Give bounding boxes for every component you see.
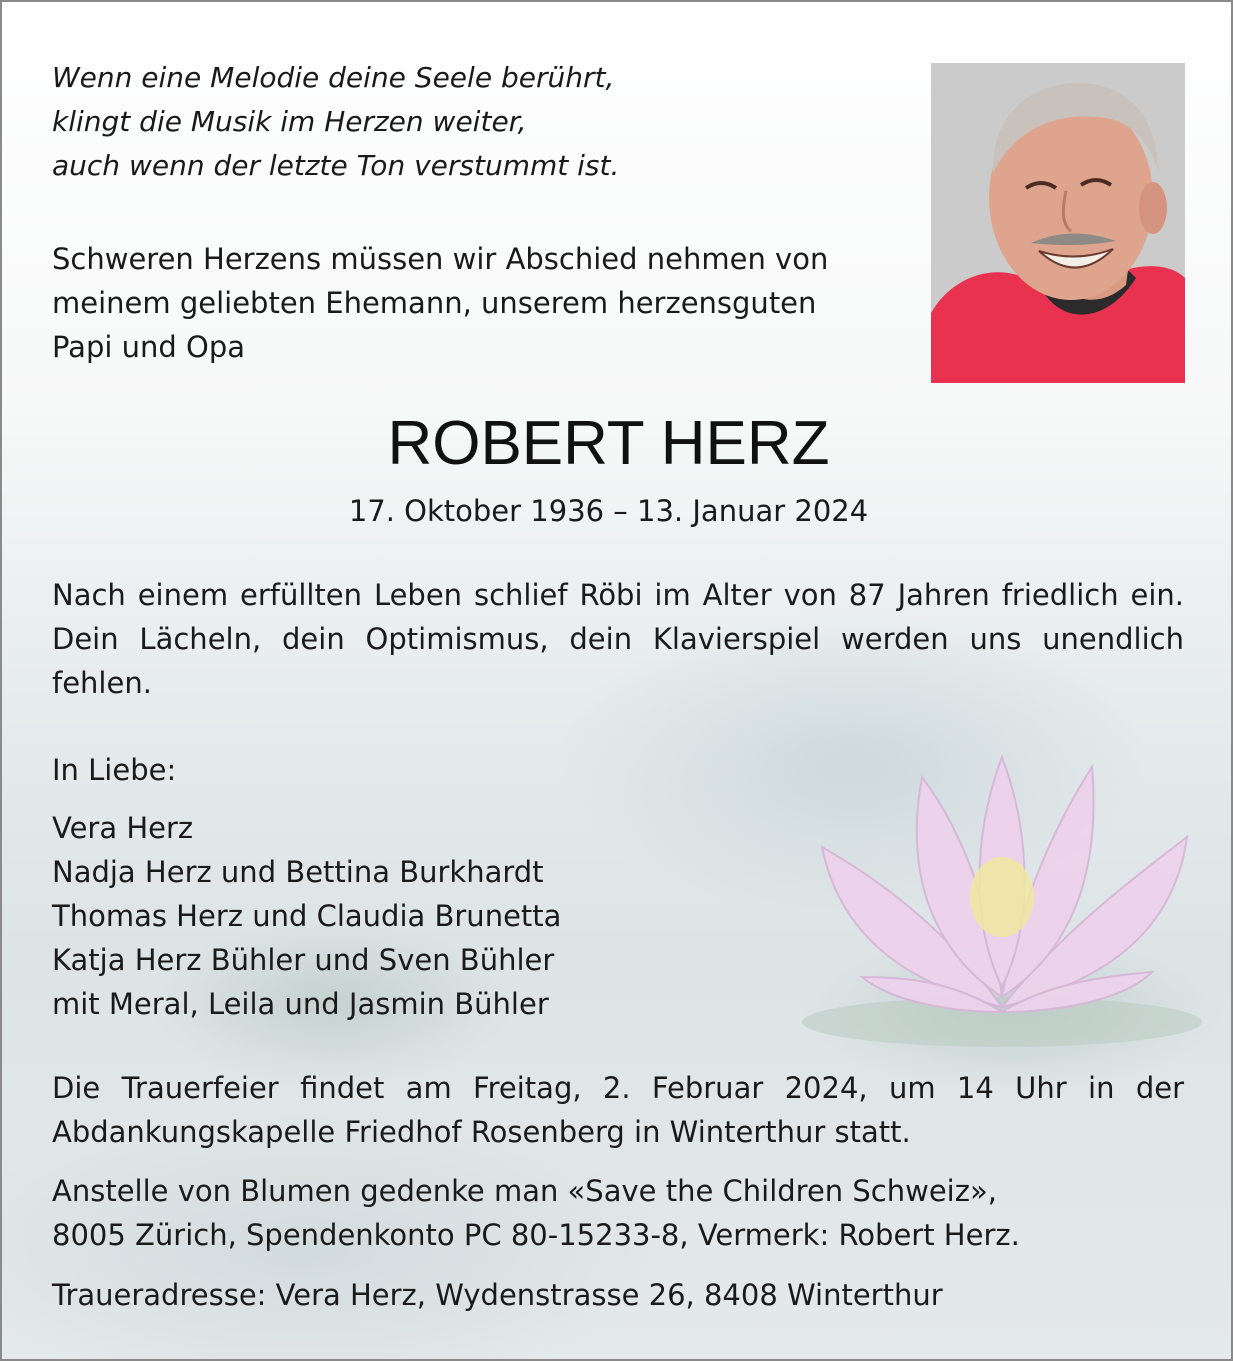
- donation-line: 8005 Zürich, Spendenkonto PC 80-15233-8, Vermerk: Robert Herz.: [52, 1218, 1020, 1252]
- in-love-label: In Liebe:: [52, 753, 177, 787]
- family-member: Katja Herz Bühler und Sven Bühler: [52, 943, 555, 977]
- family-member: Nadja Herz und Bettina Burkhardt: [52, 855, 544, 889]
- poem: [52, 56, 619, 188]
- mourning-address: [52, 1273, 943, 1317]
- deceased-name: ROBERT HERZ: [387, 409, 830, 478]
- intro-text: [52, 237, 828, 369]
- portrait-photo: [931, 63, 1185, 383]
- family-member: mit Meral, Leila und Jasmin Bühler: [52, 987, 549, 1021]
- intro-line: Papi und Opa: [52, 330, 246, 364]
- obituary-text: Nach einem erfüllten Leben schlief Röbi im Alter von 87 Jahren friedlich ein. Dein Lächeln, dein Optimismus, dein Klavierspiel werden uns unendlich fehlen.: [52, 578, 1184, 700]
- in-love-heading: [52, 748, 176, 792]
- donation-line: Anstelle von Blumen gedenke man «Save the Children Schweiz»,: [52, 1174, 997, 1208]
- life-dates: 17. Oktober 1936 – 13. Januar 2024: [348, 494, 869, 528]
- poem-line: klingt die Musik im Herzen weiter,: [52, 105, 527, 138]
- address-line: Traueradresse: Vera Herz, Wydenstrasse 26, 8408 Winterthur: [52, 1278, 943, 1312]
- water-lily-image: [802, 737, 1212, 1047]
- poem-line: auch wenn der letzte Ton verstummt ist.: [52, 149, 620, 182]
- donation-info: [52, 1169, 1020, 1257]
- portrait-illustration: [931, 63, 1185, 383]
- family-list: [52, 806, 561, 1026]
- poem-line: Wenn eine Melodie deine Seele berührt,: [52, 61, 615, 94]
- family-member: Vera Herz: [52, 811, 194, 845]
- intro-line: Schweren Herzens müssen wir Abschied nehmen von: [52, 242, 829, 276]
- family-member: Thomas Herz und Claudia Brunetta: [52, 899, 562, 933]
- intro-line: meinem geliebten Ehemann, unserem herzensguten: [52, 286, 817, 320]
- water-lily-illustration: [802, 737, 1212, 1047]
- funeral-info: Die Trauerfeier findet am Freitag, 2. Februar 2024, um 14 Uhr in der Abdankungskapelle Friedhof Rosenberg in Winterthur statt.: [52, 1071, 1184, 1149]
